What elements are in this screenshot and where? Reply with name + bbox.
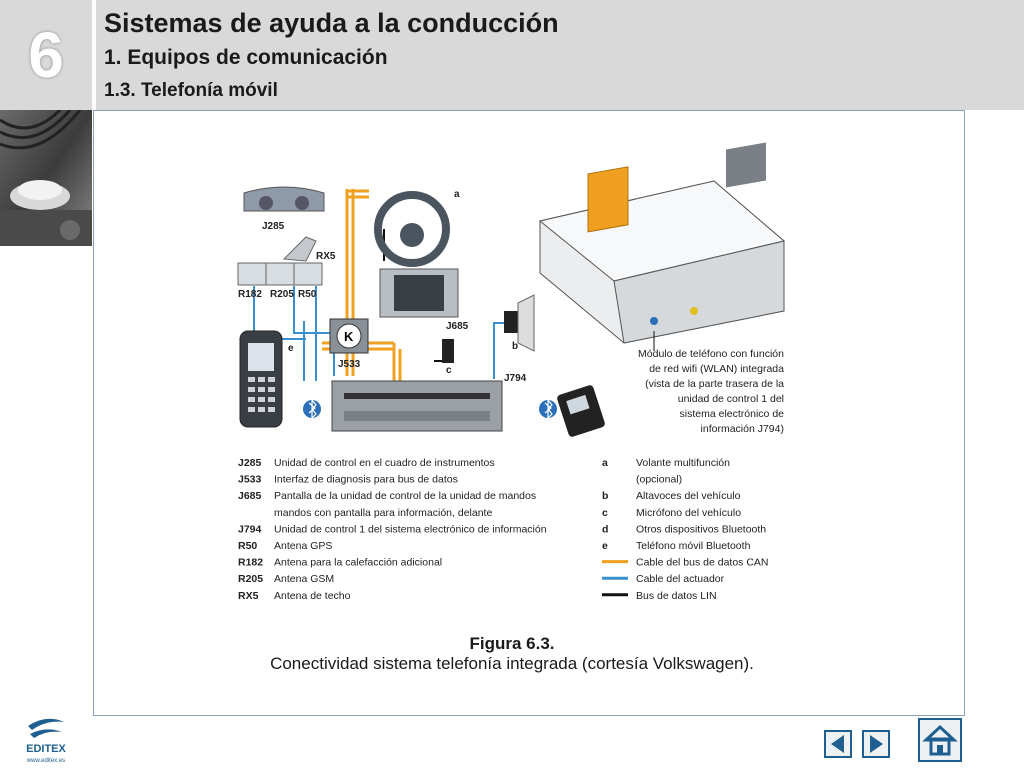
- label-r182: R182: [238, 289, 262, 300]
- legend-text: Volante multifunción: [636, 457, 730, 469]
- label-j533: J533: [338, 359, 361, 370]
- legend-code: R50: [238, 540, 258, 552]
- page-title: Sistemas de ayuda a la conducción: [104, 8, 559, 38]
- legend-text: Otros dispositivos Bluetooth: [636, 523, 767, 536]
- label-b: b: [512, 341, 519, 352]
- next-button[interactable]: [862, 730, 890, 758]
- label-r205: R205: [270, 289, 294, 300]
- steering-wheel-a: [378, 189, 460, 263]
- svg-text:información J794): información J794): [700, 423, 784, 435]
- legend-code: a: [602, 457, 608, 469]
- legend-text: Antena GSM: [274, 573, 335, 586]
- legend-text: Bus de datos LIN: [636, 589, 717, 602]
- svg-text:EDITEX: EDITEX: [26, 743, 66, 755]
- svg-text:K: K: [344, 329, 354, 344]
- page-section: 1.3. Telefonía móvil: [104, 80, 278, 101]
- svg-text:de red wifi (WLAN) integrada: de red wifi (WLAN) integrada: [649, 363, 784, 375]
- roof-antenna-rx5: [238, 237, 336, 300]
- legend-text: Altavoces del vehículo: [636, 490, 741, 503]
- legend-left: [238, 457, 547, 602]
- legend-code: R182: [238, 556, 264, 569]
- legend-code: c: [602, 506, 608, 519]
- legend-text: mandos con pantalla para información, delante: [274, 506, 493, 519]
- label-e: e: [288, 343, 294, 354]
- engine-photo: [0, 110, 92, 246]
- gateway-j533: [330, 319, 368, 370]
- bluetooth-icon: [303, 400, 321, 418]
- legend-text: Antena GPS: [274, 540, 333, 552]
- home-button[interactable]: [918, 718, 962, 762]
- svg-text:www.editex.es: www.editex.es: [26, 758, 66, 764]
- microphone-c: [442, 339, 454, 376]
- legend-code: J685: [238, 490, 262, 503]
- legend-text: Antena de techo: [274, 589, 351, 602]
- prev-button[interactable]: [824, 730, 852, 758]
- label-a: a: [454, 189, 460, 200]
- prev-icon: [824, 730, 852, 758]
- label-d: d: [572, 421, 579, 432]
- bluetooth-device-d: [556, 384, 606, 438]
- figure-caption-text: Conectividad sistema telefonía integrada (cortesía Volkswagen).: [270, 654, 754, 673]
- module-note: [638, 348, 784, 435]
- home-icon: [918, 718, 962, 762]
- legend-code: RX5: [238, 589, 259, 602]
- svg-text:unidad de control 1 del: unidad de control 1 del: [677, 393, 784, 405]
- legend-code: d: [602, 523, 609, 536]
- legend-code: e: [602, 540, 608, 552]
- label-j685: J685: [446, 321, 469, 332]
- figure-caption: [0, 634, 1024, 674]
- legend-text: Unidad de control 1 del sistema electrónico de información: [274, 523, 547, 536]
- next-icon: [862, 730, 890, 758]
- label-j794: J794: [504, 373, 527, 384]
- svg-text:sistema electrónico de: sistema electrónico de: [679, 408, 784, 420]
- svg-text:(vista de la parte trasera de: (vista de la parte trasera de la: [645, 378, 784, 390]
- bluetooth-icon: [539, 400, 557, 418]
- chapter-number: 6: [28, 19, 64, 91]
- mobile-phone-e: [240, 331, 294, 427]
- legend-code: R205: [238, 573, 264, 586]
- legend-text: Interfaz de diagnosis para bus de datos: [274, 473, 458, 486]
- legend-code: J794: [238, 523, 262, 536]
- label-r50: R50: [298, 289, 317, 300]
- legend-lines: [602, 557, 769, 602]
- legend-text: Unidad de control en el cuadro de instrumentos: [274, 457, 495, 469]
- connectivity-diagram: [94, 111, 964, 715]
- page-subtitle: 1. Equipos de comunicación: [104, 46, 388, 69]
- label-rx5: RX5: [316, 251, 336, 262]
- legend-code: J285: [238, 457, 262, 469]
- legend-text: (opcional): [636, 473, 683, 486]
- content-frame: [93, 110, 965, 716]
- legend-text: Cable del actuador: [636, 573, 725, 586]
- legend-text: Pantalla de la unidad de control de la unidad de mandos: [274, 490, 537, 503]
- legend-code: b: [602, 490, 609, 503]
- head-unit-j794: [332, 373, 527, 431]
- legend-code: J533: [238, 473, 262, 486]
- instrument-cluster-j285: [244, 187, 324, 232]
- figure-label: Figura 6.3.: [469, 634, 555, 653]
- speaker-b: [504, 295, 534, 352]
- svg-text:Módulo de teléfono con función: Módulo de teléfono con función: [638, 348, 784, 360]
- phone-module: [540, 143, 784, 343]
- legend-text: Cable del bus de datos CAN: [636, 556, 769, 569]
- legend-text: Micrófono del vehículo: [636, 506, 742, 519]
- label-c: c: [446, 365, 452, 376]
- label-j285: J285: [262, 221, 285, 232]
- editex-logo: [18, 712, 74, 766]
- legend-right: [602, 457, 766, 552]
- legend-text: Teléfono móvil Bluetooth: [636, 540, 751, 552]
- display-j685: [380, 269, 469, 332]
- legend-text: Antena para la calefacción adicional: [274, 556, 443, 569]
- chapter-box: [0, 0, 92, 110]
